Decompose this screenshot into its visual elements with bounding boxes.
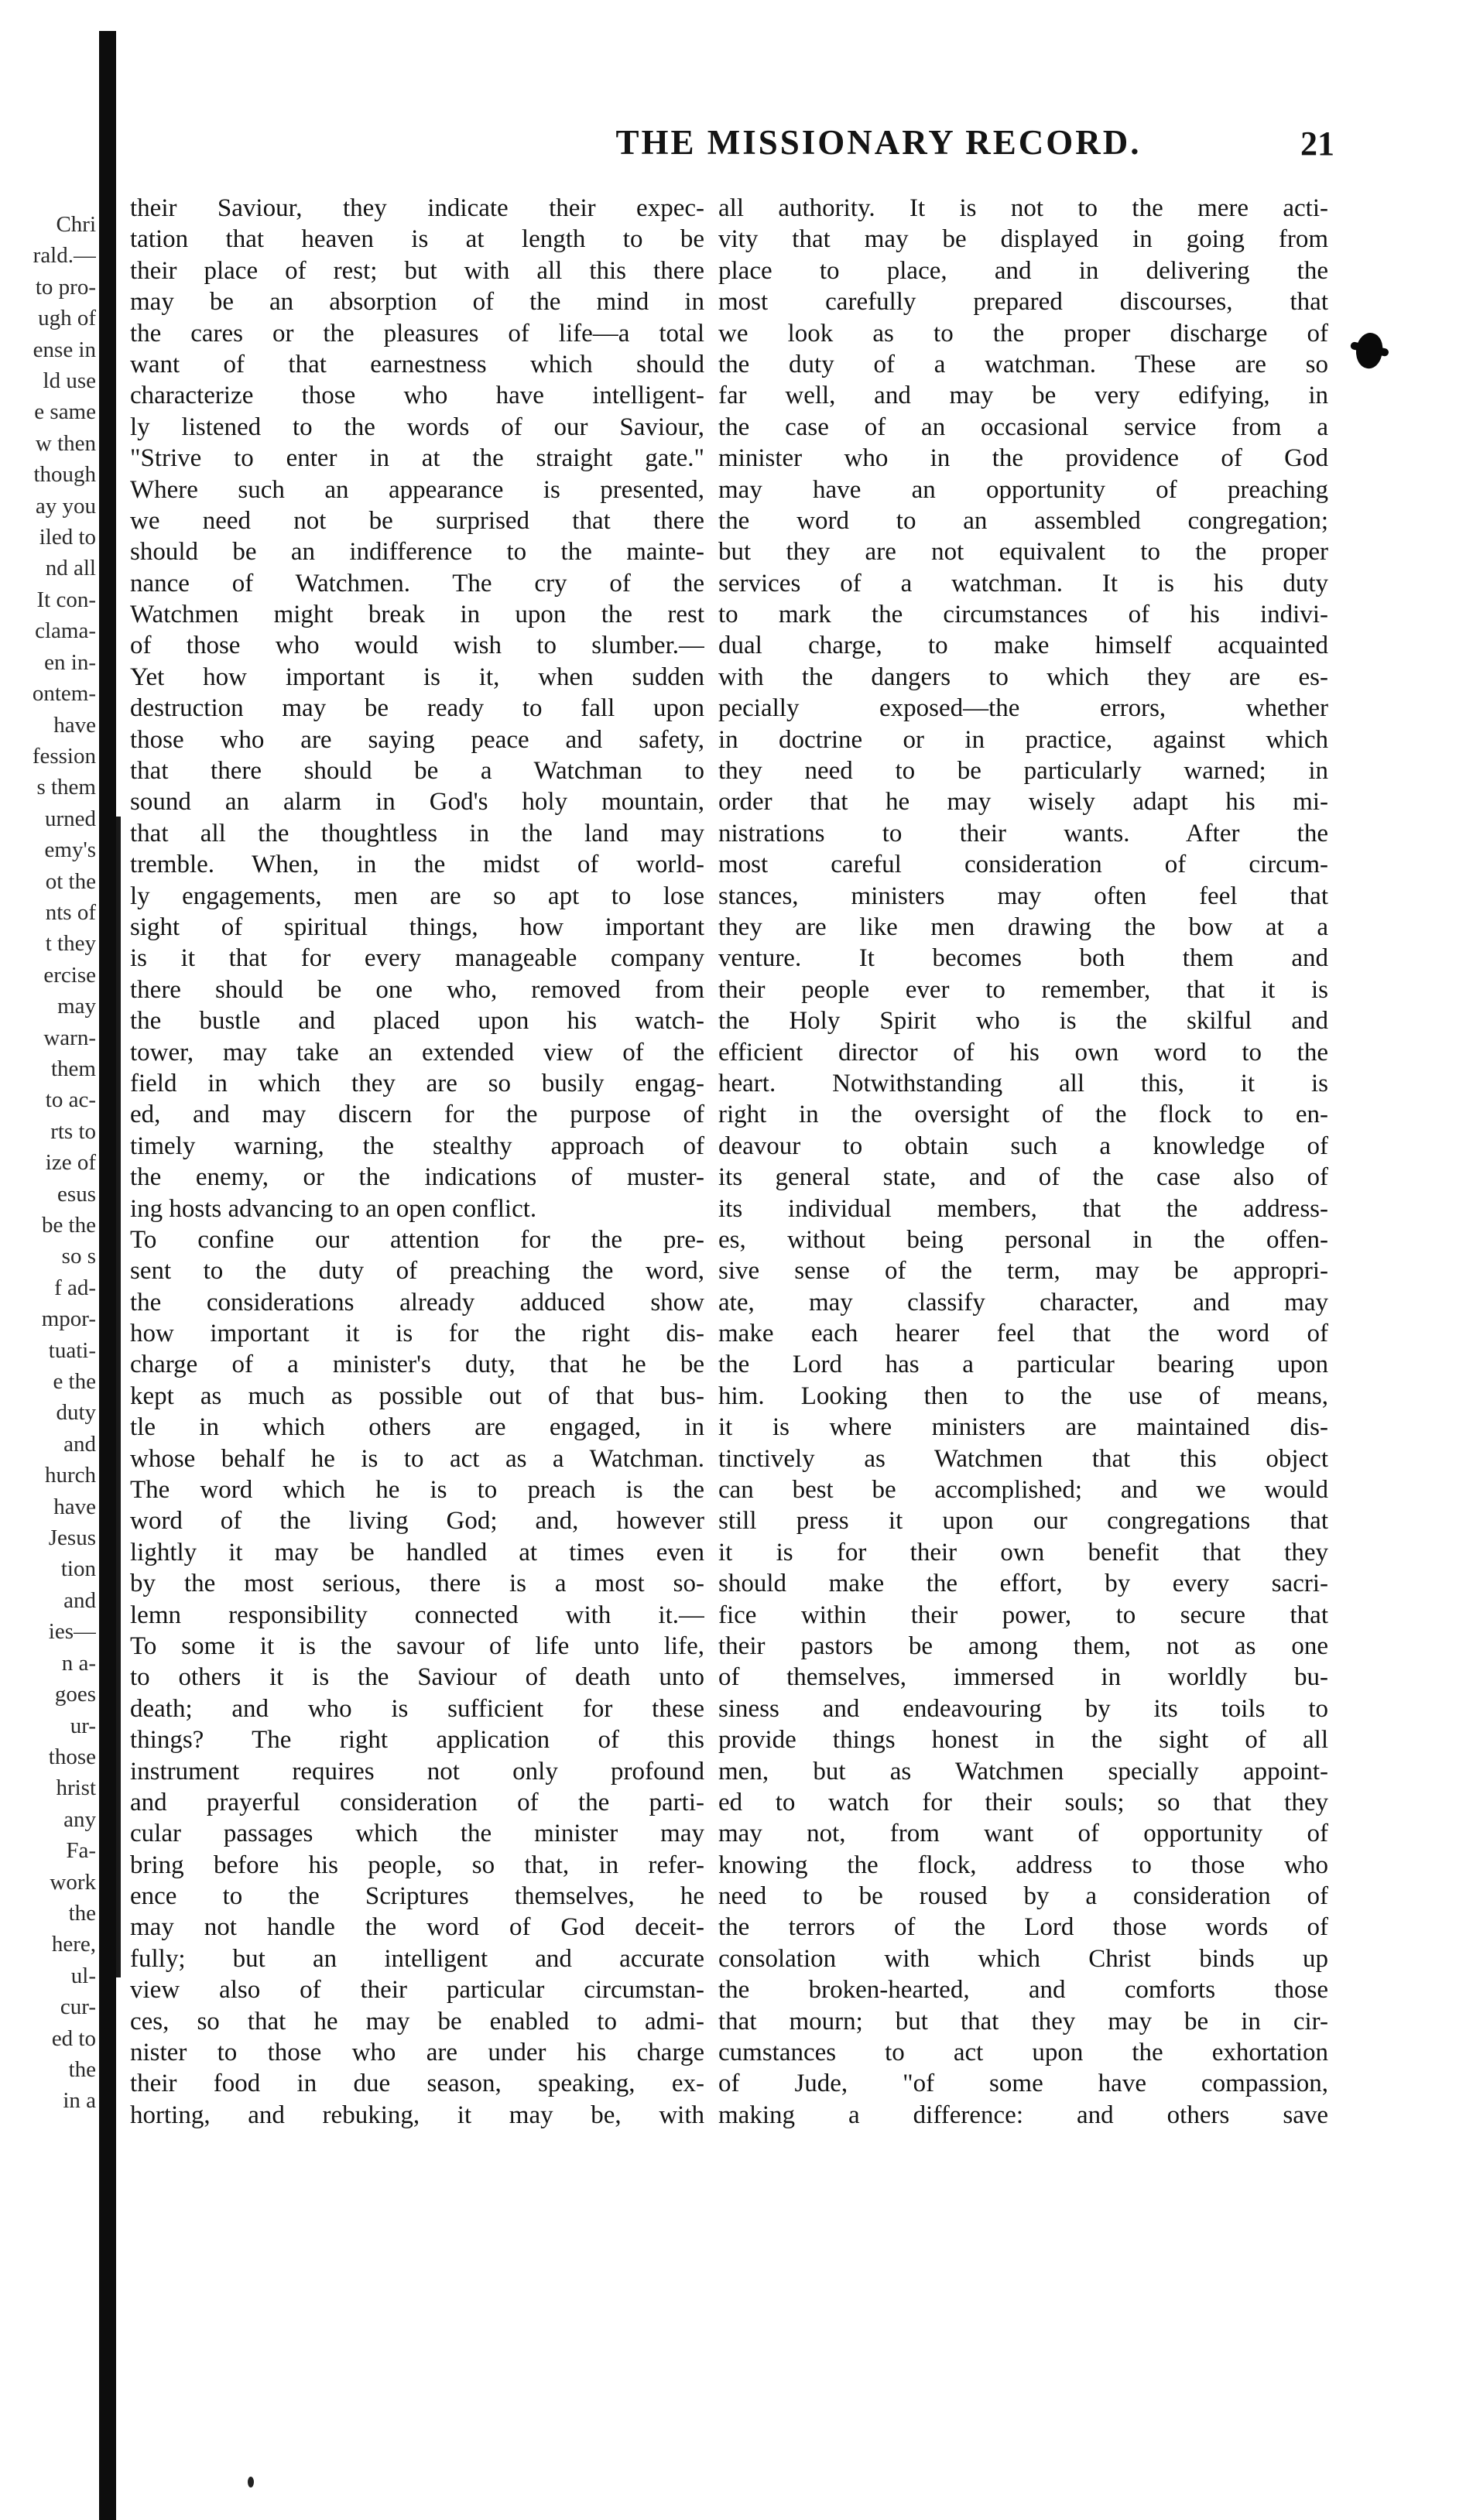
text-line: efficient director of his own word to the bbox=[718, 1038, 1328, 1067]
text-line: can best be accomplished; and we would bbox=[718, 1476, 1328, 1505]
fragment-line: here, bbox=[51, 1932, 96, 1957]
text-line: dual charge, to make himself acquainted bbox=[718, 632, 1328, 660]
fragment-line: be the bbox=[41, 1213, 96, 1238]
fragment-line: ed to bbox=[51, 2025, 96, 2051]
text-line: it is where ministers are maintained dis- bbox=[718, 1413, 1328, 1442]
previous-page-fragment bbox=[3, 209, 96, 2376]
text-line: characterize those who have intelligent- bbox=[130, 382, 704, 410]
text-line: most carefully prepared discourses, that bbox=[718, 288, 1328, 317]
fragment-line: and bbox=[63, 1587, 96, 1613]
fragment-line: nd all bbox=[45, 556, 96, 581]
binding-spine bbox=[99, 31, 116, 2520]
fragment-line: those bbox=[48, 1744, 96, 1769]
text-line: should make the effort, by every sacri- bbox=[718, 1570, 1328, 1598]
fragment-line: may bbox=[57, 994, 96, 1019]
text-line: ces, so that he may be enabled to admi- bbox=[130, 2007, 704, 2036]
text-line: they need to be particularly warned; in bbox=[718, 757, 1328, 786]
fragment-line: rts to bbox=[50, 1118, 96, 1144]
text-line: that there should be a Watchman to bbox=[130, 757, 704, 786]
text-line: heart. Notwithstanding all this, it is bbox=[718, 1069, 1328, 1097]
text-line: the Lord has a particular bearing upon bbox=[718, 1351, 1328, 1379]
text-line: there should be one who, removed from bbox=[130, 975, 704, 1004]
text-line: sound an alarm in God's holy mountain, bbox=[130, 788, 704, 817]
left-column bbox=[130, 193, 704, 2131]
fragment-line: ies— bbox=[48, 1619, 96, 1645]
text-line: destruction may be ready to fall upon bbox=[130, 694, 704, 723]
fragment-line: so s bbox=[61, 1244, 96, 1269]
fragment-line: ize of bbox=[45, 1150, 96, 1176]
text-line: right in the oversight of the flock to en- bbox=[718, 1101, 1328, 1129]
fragment-line: t they bbox=[45, 931, 96, 957]
fragment-line: them bbox=[51, 1056, 96, 1081]
text-line: men, but as Watchmen specially appoint- bbox=[718, 1757, 1328, 1786]
text-line: far well, and may be very edifying, in bbox=[718, 382, 1328, 410]
fragment-line: e same bbox=[34, 399, 96, 425]
text-line: knowing the flock, address to those who bbox=[718, 1851, 1328, 1879]
text-line: To some it is the savour of life unto life, bbox=[130, 1631, 704, 1660]
text-line: order that he may wisely adapt his mi- bbox=[718, 788, 1328, 817]
text-line: cumstances to act upon the exhortation bbox=[718, 2039, 1328, 2067]
fragment-line: fession bbox=[32, 743, 96, 769]
fragment-line: rald.— bbox=[33, 243, 96, 269]
text-line: its general state, and of the case also of bbox=[718, 1163, 1328, 1192]
text-line: Watchmen might break in upon the rest bbox=[130, 601, 704, 629]
ink-blot bbox=[1353, 330, 1386, 371]
text-line: sive sense of the term, may be appropri- bbox=[718, 1257, 1328, 1286]
text-line: cular passages which the minister may bbox=[130, 1820, 704, 1848]
text-line: sight of spiritual things, how important bbox=[130, 912, 704, 941]
text-line: The word which he is to preach is the bbox=[130, 1476, 704, 1505]
text-line: all authority. It is not to the mere acti- bbox=[718, 194, 1328, 222]
text-line: whose behalf he is to act as a Watchman. bbox=[130, 1444, 704, 1473]
fragment-line: mpor- bbox=[41, 1306, 96, 1332]
fragment-line: ontem- bbox=[32, 681, 96, 707]
fragment-line: in a bbox=[63, 2088, 96, 2114]
text-line: nance of Watchmen. The cry of the bbox=[130, 569, 704, 597]
text-line: horting, and rebuking, it may be, with bbox=[130, 2101, 704, 2129]
fragment-line: ld use bbox=[43, 368, 96, 394]
text-line: making a difference: and others save bbox=[718, 2101, 1328, 2129]
text-line: the enemy, or the indications of muster- bbox=[130, 1163, 704, 1192]
text-line: sent to the duty of preaching the word, bbox=[130, 1257, 704, 1286]
text-line: services of a watchman. It is his duty bbox=[718, 569, 1328, 597]
fragment-line: It con- bbox=[36, 587, 96, 612]
text-line: may not, from want of opportunity of bbox=[718, 1820, 1328, 1848]
fragment-line: e the bbox=[53, 1369, 96, 1395]
text-line: may not handle the word of God deceit- bbox=[130, 1913, 704, 1942]
text-line: tle in which others are engaged, in bbox=[130, 1413, 704, 1442]
text-line: their Saviour, they indicate their expec- bbox=[130, 194, 704, 222]
text-line: is it that for every manageable company bbox=[130, 944, 704, 973]
page-number: 21 bbox=[1300, 125, 1334, 163]
text-line: bring before his people, so that, in refer- bbox=[130, 1851, 704, 1879]
text-line: that all the thoughtless in the land may bbox=[130, 819, 704, 847]
fragment-line: though bbox=[33, 462, 96, 488]
fragment-line: emy's bbox=[44, 837, 96, 863]
text-line: their pastors be among them, not as one bbox=[718, 1631, 1328, 1660]
text-line: it is for their own benefit that they bbox=[718, 1538, 1328, 1566]
fragment-line: hurch bbox=[44, 1463, 96, 1488]
text-line: but they are not equivalent to the proper bbox=[718, 538, 1328, 567]
fragment-line: any bbox=[63, 1806, 96, 1832]
text-line: To confine our attention for the pre- bbox=[130, 1225, 704, 1254]
text-line: their food in due season, speaking, ex- bbox=[130, 2070, 704, 2098]
text-line: the broken-hearted, and comforts those bbox=[718, 1976, 1328, 2005]
text-line: ence to the Scriptures themselves, he bbox=[130, 1882, 704, 1911]
text-line: still press it upon our congregations that bbox=[718, 1507, 1328, 1536]
text-line: stances, ministers may often feel that bbox=[718, 882, 1328, 910]
fragment-line: have bbox=[53, 712, 96, 738]
fragment-line: to pro- bbox=[35, 274, 96, 300]
text-line: need to be roused by a consideration of bbox=[718, 1882, 1328, 1911]
text-line: with the dangers to which they are es- bbox=[718, 663, 1328, 691]
text-line: ly listened to the words of our Saviour, bbox=[130, 413, 704, 441]
fragment-line: Jesus bbox=[48, 1525, 96, 1551]
text-line: tation that heaven is at length to be bbox=[130, 225, 704, 254]
text-line: kept as much as possible out of that bus- bbox=[130, 1382, 704, 1410]
text-line: deavour to obtain such a knowledge of bbox=[718, 1132, 1328, 1160]
text-line: tremble. When, in the midst of world- bbox=[130, 851, 704, 879]
text-line: tower, may take an extended view of the bbox=[130, 1038, 704, 1067]
text-line: siness and endeavouring by its toils to bbox=[718, 1694, 1328, 1723]
text-line: the Holy Spirit who is the skilful and bbox=[718, 1007, 1328, 1036]
text-line: the bustle and placed upon his watch- bbox=[130, 1007, 704, 1036]
fragment-line: nts of bbox=[45, 899, 96, 925]
fragment-line: iled to bbox=[39, 525, 96, 550]
text-line: ed, and may discern for the purpose of bbox=[130, 1101, 704, 1129]
binding-shadow bbox=[116, 817, 121, 1977]
fragment-line: n a- bbox=[61, 1650, 96, 1676]
text-line: fully; but an intelligent and accurate bbox=[130, 1944, 704, 1973]
fragment-line: the bbox=[68, 2056, 96, 2082]
ink-speck bbox=[248, 2477, 254, 2487]
fragment-line: w then bbox=[35, 430, 96, 456]
text-line: nistrations to their wants. After the bbox=[718, 819, 1328, 847]
fragment-line: tuati- bbox=[48, 1337, 96, 1363]
text-line: field in which they are so busily engag- bbox=[130, 1069, 704, 1097]
fragment-line: ay you bbox=[35, 493, 96, 519]
text-line: to others it is the Saviour of death unto bbox=[130, 1663, 704, 1692]
text-line: ing hosts advancing to an open conflict. bbox=[130, 1194, 537, 1223]
text-line: "Strive to enter in at the straight gate." bbox=[130, 444, 704, 473]
fragment-line: hrist bbox=[56, 1775, 96, 1801]
text-line: of those who would wish to slumber.— bbox=[130, 632, 704, 660]
text-line: most careful consideration of circum- bbox=[718, 851, 1328, 879]
text-line: es, without being personal in the offen- bbox=[718, 1225, 1328, 1254]
fragment-line: ot the bbox=[45, 868, 96, 894]
text-line: lightly it may be handled at times even bbox=[130, 1538, 704, 1566]
text-line: timely warning, the stealthy approach of bbox=[130, 1132, 704, 1160]
text-line: the cares or the pleasures of life—a total bbox=[130, 319, 704, 348]
text-line: ly engagements, men are so apt to lose bbox=[130, 882, 704, 910]
text-line: of themselves, immersed in worldly bu- bbox=[718, 1663, 1328, 1692]
text-line: charge of a minister's duty, that he be bbox=[130, 1351, 704, 1379]
text-line: the terrors of the Lord those words of bbox=[718, 1913, 1328, 1942]
running-header: THE MISSIONARY RECORD. bbox=[615, 123, 1142, 162]
text-line: instrument requires not only profound bbox=[130, 1757, 704, 1786]
text-line: lemn responsibility connected with it.— bbox=[130, 1601, 704, 1629]
text-line: vity that may be displayed in going from bbox=[718, 225, 1328, 254]
text-line: should be an indifference to the mainte- bbox=[130, 538, 704, 567]
fragment-line: esus bbox=[57, 1181, 96, 1207]
text-line: venture. It becomes both them and bbox=[718, 944, 1328, 973]
text-line: those who are saying peace and safety, bbox=[130, 725, 704, 754]
text-line: consolation with which Christ binds up bbox=[718, 1944, 1328, 1973]
fragment-line: en in- bbox=[44, 649, 96, 675]
text-line: their place of rest; but with all this there bbox=[130, 256, 704, 285]
text-line: him. Looking then to the use of means, bbox=[718, 1382, 1328, 1410]
fragment-line: ense in bbox=[33, 337, 96, 362]
text-line: how important it is for the right dis- bbox=[130, 1320, 704, 1348]
fragment-line: ur- bbox=[70, 1713, 96, 1738]
fragment-line: the bbox=[68, 1900, 96, 1926]
text-line: pecially exposed—the errors, whether bbox=[718, 694, 1328, 723]
fragment-line: s them bbox=[36, 775, 96, 800]
fragment-line: duty bbox=[56, 1400, 96, 1426]
text-line: make each hearer feel that the word of bbox=[718, 1320, 1328, 1348]
text-line: the duty of a watchman. These are so bbox=[718, 350, 1328, 378]
text-line: want of that earnestness which should bbox=[130, 350, 704, 378]
text-line: things? The right application of this bbox=[130, 1726, 704, 1755]
fragment-line: and bbox=[63, 1431, 96, 1457]
text-line: place to place, and in delivering the bbox=[718, 256, 1328, 285]
text-line: its individual members, that the address- bbox=[718, 1194, 1328, 1223]
text-line: fice within their power, to secure that bbox=[718, 1601, 1328, 1629]
text-line: the word to an assembled congregation; bbox=[718, 506, 1328, 535]
fragment-line: Chri bbox=[56, 212, 96, 237]
text-line: may be an absorption of the mind in bbox=[130, 288, 704, 317]
fragment-line: f ad- bbox=[54, 1275, 96, 1300]
fragment-line: have bbox=[53, 1494, 96, 1519]
text-line: and prayerful consideration of the parti- bbox=[130, 1788, 704, 1816]
text-line: that mourn; but that they may be in cir- bbox=[718, 2007, 1328, 2036]
text-line: the case of an occasional service from a bbox=[718, 413, 1328, 441]
fragment-line: clama- bbox=[35, 618, 96, 644]
fragment-line: urned bbox=[44, 806, 96, 831]
text-line: they are like men drawing the bow at a bbox=[718, 912, 1328, 941]
text-line: ate, may classify character, and may bbox=[718, 1288, 1328, 1316]
text-line: tinctively as Watchmen that this object bbox=[718, 1444, 1328, 1473]
text-line: may have an opportunity of preaching bbox=[718, 475, 1328, 504]
fragment-line: warn- bbox=[43, 1025, 96, 1050]
fragment-line: ul- bbox=[70, 1963, 96, 1988]
right-column bbox=[718, 193, 1328, 2131]
text-line: view also of their particular circumstan- bbox=[130, 1976, 704, 2005]
text-line: provide things honest in the sight of all bbox=[718, 1726, 1328, 1755]
text-line: minister who in the providence of God bbox=[718, 444, 1328, 473]
fragment-line: to ac- bbox=[45, 1087, 96, 1113]
text-line: the considerations already adduced show bbox=[130, 1288, 704, 1316]
fragment-line: work bbox=[50, 1869, 96, 1895]
text-line: we look as to the proper discharge of bbox=[718, 319, 1328, 348]
text-line: nister to those who are under his charge bbox=[130, 2039, 704, 2067]
text-line: Yet how important is it, when sudden bbox=[130, 663, 704, 691]
text-line: their people ever to remember, that it is bbox=[718, 975, 1328, 1004]
fragment-line: tion bbox=[60, 1556, 96, 1582]
fragment-line: ercise bbox=[43, 962, 96, 988]
text-line: word of the living God; and, however bbox=[130, 1507, 704, 1536]
text-line: to mark the circumstances of his indivi- bbox=[718, 601, 1328, 629]
text-line: in doctrine or in practice, against which bbox=[718, 725, 1328, 754]
text-line: ed to watch for their souls; so that they bbox=[718, 1788, 1328, 1816]
text-line: by the most serious, there is a most so- bbox=[130, 1570, 704, 1598]
text-line: death; and who is sufficient for these bbox=[130, 1694, 704, 1723]
fragment-line: goes bbox=[54, 1682, 96, 1707]
fragment-line: Fa- bbox=[66, 1838, 96, 1864]
fragment-line: ugh of bbox=[38, 306, 96, 331]
text-line: of Jude, "of some have compassion, bbox=[718, 2070, 1328, 2098]
text-line: Where such an appearance is presented, bbox=[130, 475, 704, 504]
fragment-line: cur- bbox=[60, 1994, 96, 2020]
text-line: we need not be surprised that there bbox=[130, 506, 704, 535]
